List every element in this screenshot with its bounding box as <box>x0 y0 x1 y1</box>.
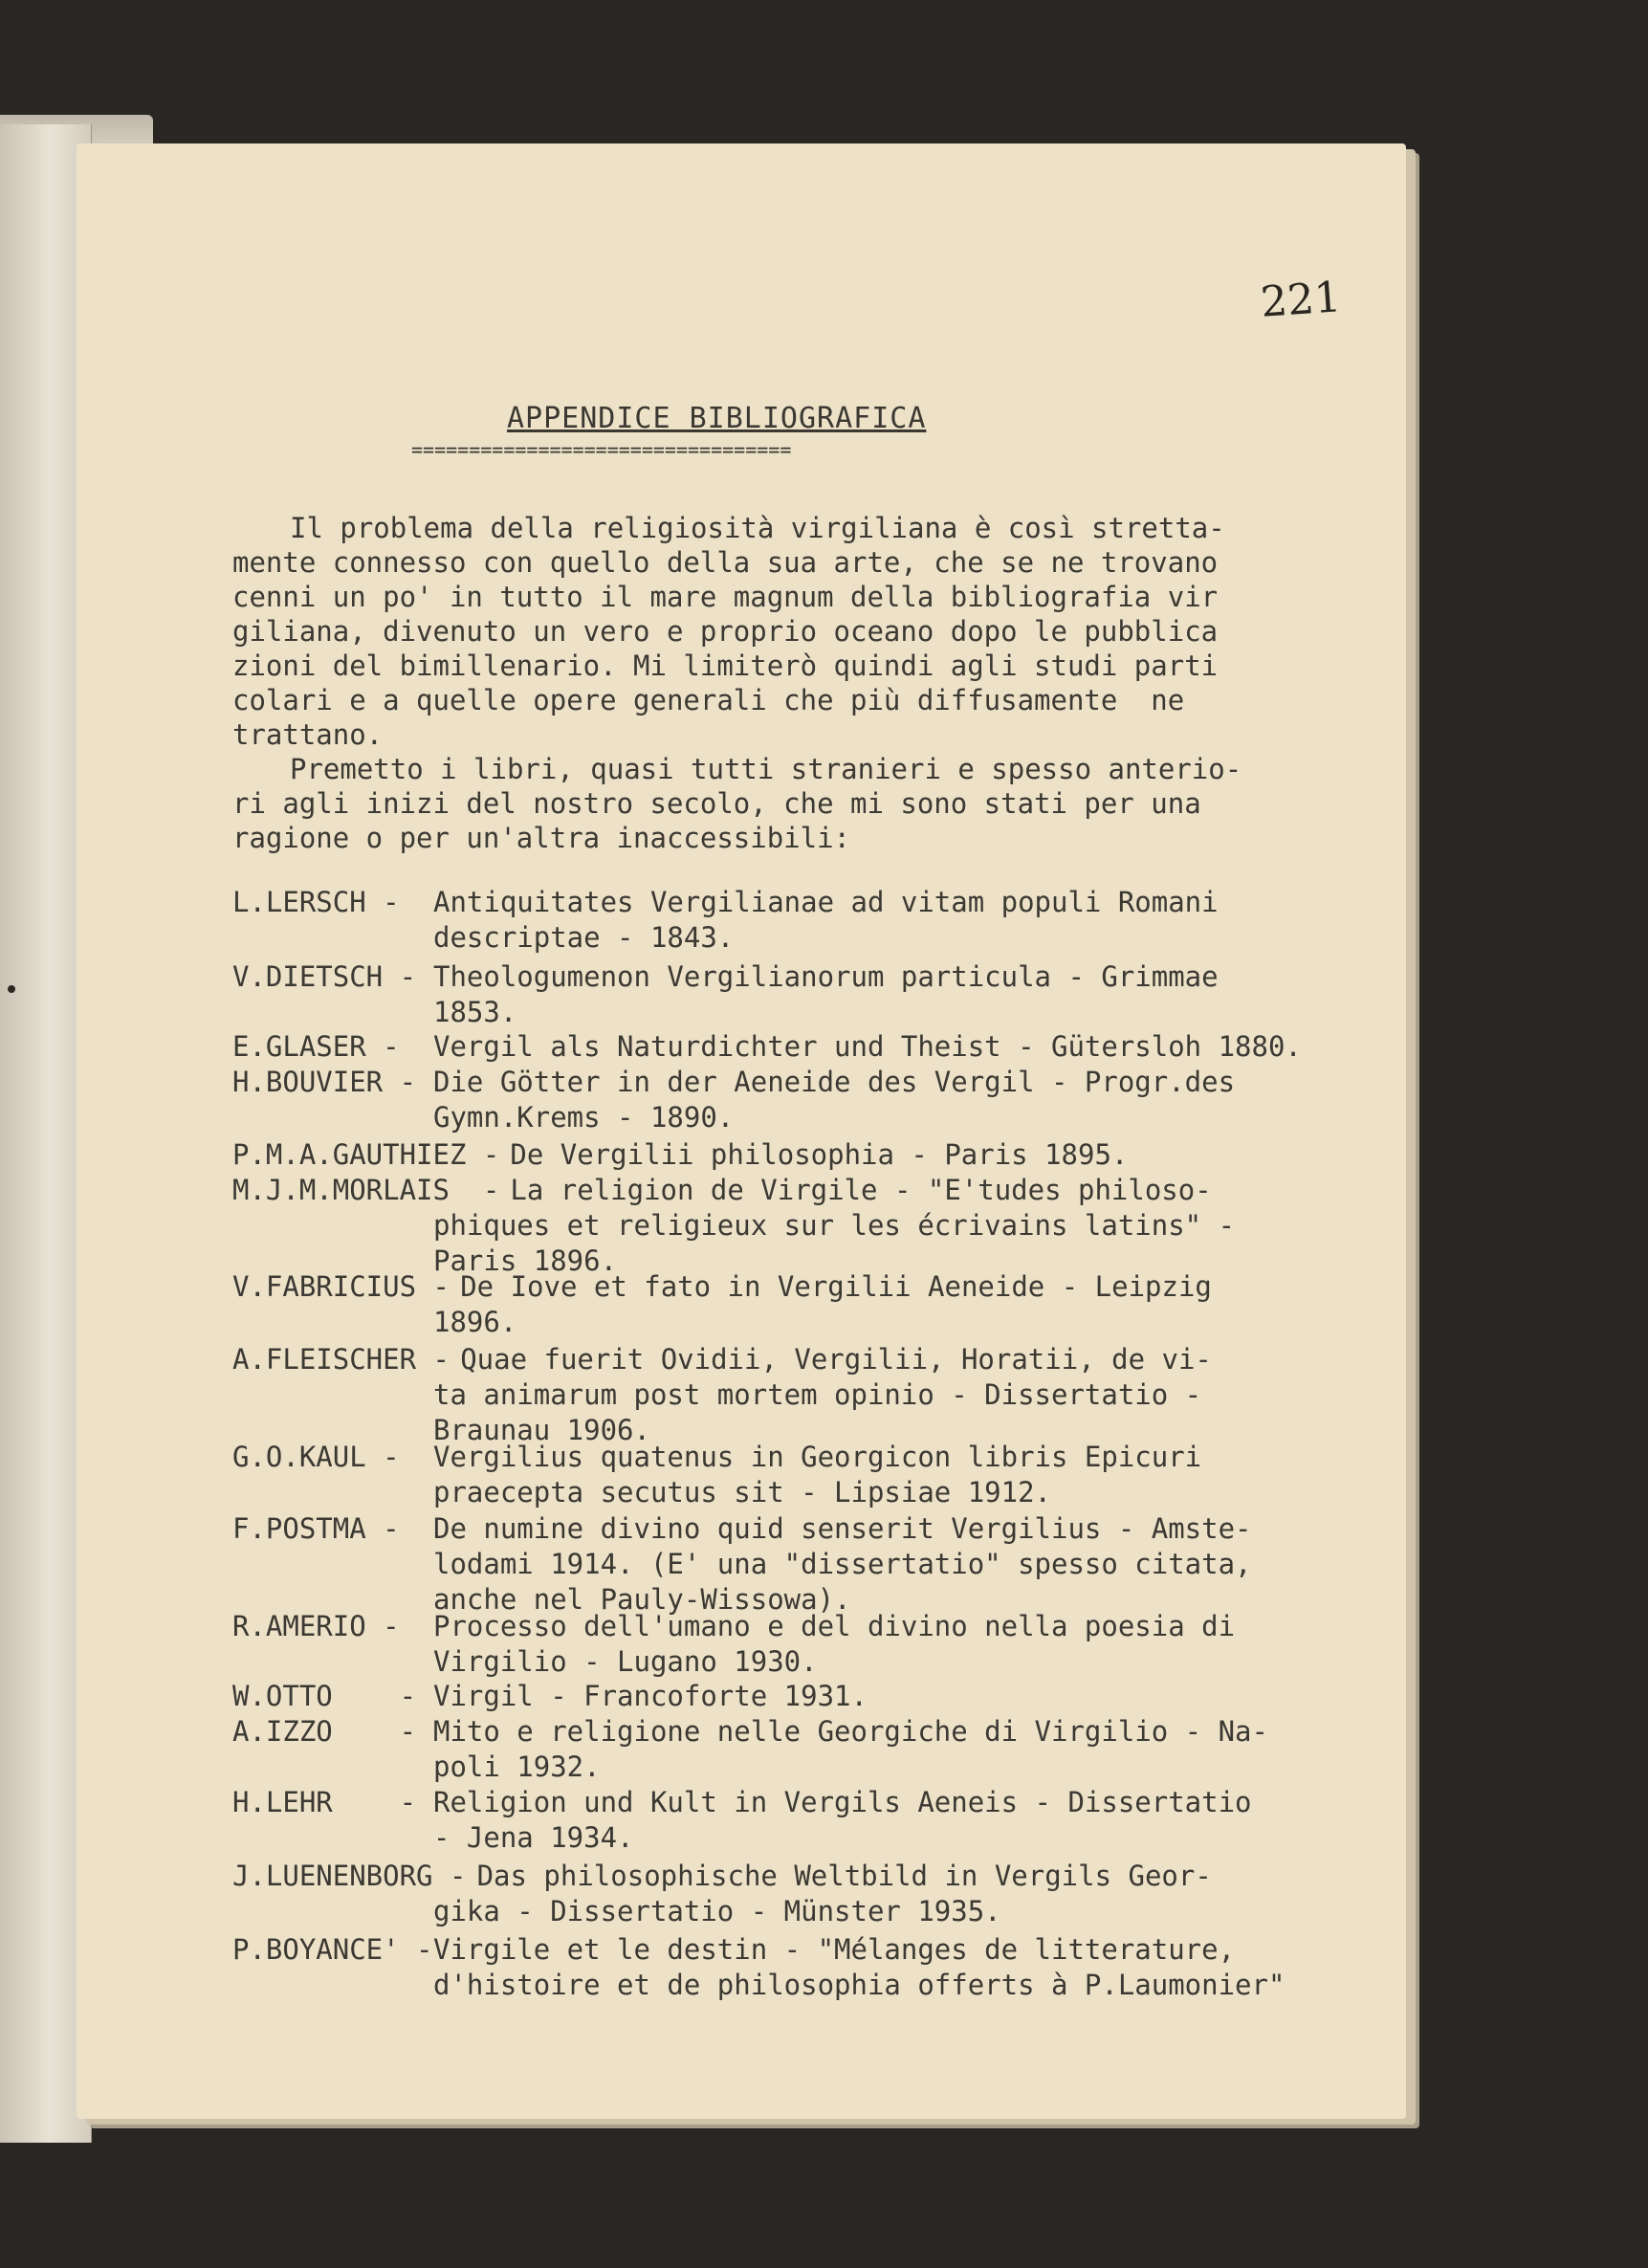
bibliography-text-line: Mito e religione nelle Georgiche di Virgilio - Na- <box>433 1715 1268 1748</box>
intro-line: Il problema della religiosità virgiliana è così stretta- <box>290 512 1225 544</box>
bibliography-text-line: Virgile et le destin - "Mélanges de litterature, <box>433 1933 1236 1966</box>
bibliography-text-line: Vergil als Naturdichter und Theist - Gütersloh 1880. <box>433 1030 1302 1063</box>
bibliography-text-line: 1896. <box>433 1306 517 1338</box>
bibliography-text-line: Processo dell'umano e del divino nella poesia di <box>433 1610 1236 1642</box>
bibliography-text-line: Virgilio - Lugano 1930. <box>433 1645 818 1678</box>
bibliography-text-line: Quae fuerit Ovidii, Vergilii, Horatii, de vi- <box>460 1343 1212 1376</box>
intro-line: trattano. <box>232 718 384 751</box>
intro-line: giliana, divenuto un vero e proprio oceano dopo le pubblica <box>232 615 1219 648</box>
bibliography-author: V.FABRICIUS - <box>232 1270 450 1303</box>
bibliography-text-line: anche nel Pauly-Wissowa). <box>433 1583 851 1616</box>
bibliography-author: J.LUENENBORG - <box>232 1860 467 1892</box>
bibliography-text-line: Braunau 1906. <box>433 1414 650 1446</box>
bibliography-text-line: Paris 1896. <box>433 1244 618 1277</box>
bibliography-text-line: ta animarum post mortem opinio - Dissertatio - <box>433 1378 1202 1411</box>
margin-dot <box>8 985 15 993</box>
intro-line: mente connesso con quello della sua arte, che se ne trovano <box>232 546 1219 579</box>
bibliography-text-line: poli 1932. <box>433 1751 601 1783</box>
bibliography-author: A.IZZO - <box>232 1715 417 1748</box>
bibliography-author: F.POSTMA - <box>232 1512 400 1545</box>
intro-line: zioni del bimillenario. Mi limiterò quindi agli studi parti <box>232 650 1219 682</box>
bibliography-text-line: d'histoire et de philosophia offerts à P.Laumonier" <box>433 1969 1285 2001</box>
bibliography-author: A.FLEISCHER - <box>232 1343 450 1376</box>
bibliography-text-line: lodami 1914. (E' una "dissertatio" spesso citata, <box>433 1548 1252 1580</box>
bibliography-author: L.LERSCH - <box>232 886 400 918</box>
bibliography-text-line: gika - Dissertatio - Münster 1935. <box>433 1895 1001 1927</box>
bibliography-author: M.J.M.MORLAIS - <box>232 1174 500 1206</box>
bibliography-text-line: De Vergilii philosophia - Paris 1895. <box>510 1138 1129 1171</box>
bibliography-text-line: La religion de Virgile - "E'tudes philoso- <box>510 1174 1212 1206</box>
bibliography-text-line: 1853. <box>433 996 517 1028</box>
bibliography-author: W.OTTO - <box>232 1680 417 1712</box>
bibliography-text-line: - Jena 1934. <box>433 1821 634 1854</box>
title-underline: ================================= <box>411 438 792 461</box>
bibliography-text-line: De Iove et fato in Vergilii Aeneide - Leipzig <box>460 1270 1212 1303</box>
bibliography-text-line: Vergilius quatenus in Georgicon libris Epicuri <box>433 1441 1202 1473</box>
bibliography-text-line: Gymn.Krems - 1890. <box>433 1101 735 1134</box>
bibliography-author: P.M.A.GAUTHIEZ - <box>232 1138 500 1171</box>
bibliography-author: R.AMERIO - <box>232 1610 400 1642</box>
bibliography-author: V.DIETSCH - <box>232 960 417 993</box>
bibliography-text-line: De numine divino quid senserit Vergilius - Amste- <box>433 1512 1252 1545</box>
bibliography-text-line: Das philosophische Weltbild in Vergils Geor- <box>476 1860 1212 1892</box>
intro-line: cenni un po' in tutto il mare magnum della bibliografia vir <box>232 581 1219 613</box>
premise-line: ragione o per un'altra inaccessibili: <box>232 822 851 854</box>
intro-line: colari e a quelle opere generali che più diffusamente ne <box>232 684 1185 716</box>
bibliography-author: G.O.KAUL - <box>232 1441 400 1473</box>
bibliography-text-line: praecepta secutus sit - Lipsiae 1912. <box>433 1476 1052 1508</box>
bibliography-author: H.BOUVIER - <box>232 1066 417 1098</box>
bibliography-text-line: Antiquitates Vergilianae ad vitam populi Romani <box>433 886 1219 918</box>
bibliography-author: P.BOYANCE' - <box>232 1933 433 1966</box>
bibliography-author: H.LEHR - <box>232 1786 417 1818</box>
bibliography-text-line: descriptae - 1843. <box>433 921 735 954</box>
bibliography-text-line: phiques et religieux sur les écrivains latins" - <box>433 1209 1236 1242</box>
bibliography-text-line: Virgil - Francoforte 1931. <box>433 1680 868 1712</box>
bibliography-text-line: Theologumenon Vergilianorum particula - Grimmae <box>433 960 1219 993</box>
page-title: APPENDICE BIBLIOGRAFICA <box>507 402 927 435</box>
page-number: 221 <box>1259 273 1343 327</box>
bibliography-text-line: Die Götter in der Aeneide des Vergil - Progr.des <box>433 1066 1236 1098</box>
bibliography-author: E.GLASER - <box>232 1030 400 1063</box>
premise-line: Premetto i libri, quasi tutti stranieri e spesso anterio- <box>290 753 1242 785</box>
bibliography-text-line: Religion und Kult in Vergils Aeneis - Dissertatio <box>433 1786 1252 1818</box>
premise-line: ri agli inizi del nostro secolo, che mi sono stati per una <box>232 787 1201 820</box>
